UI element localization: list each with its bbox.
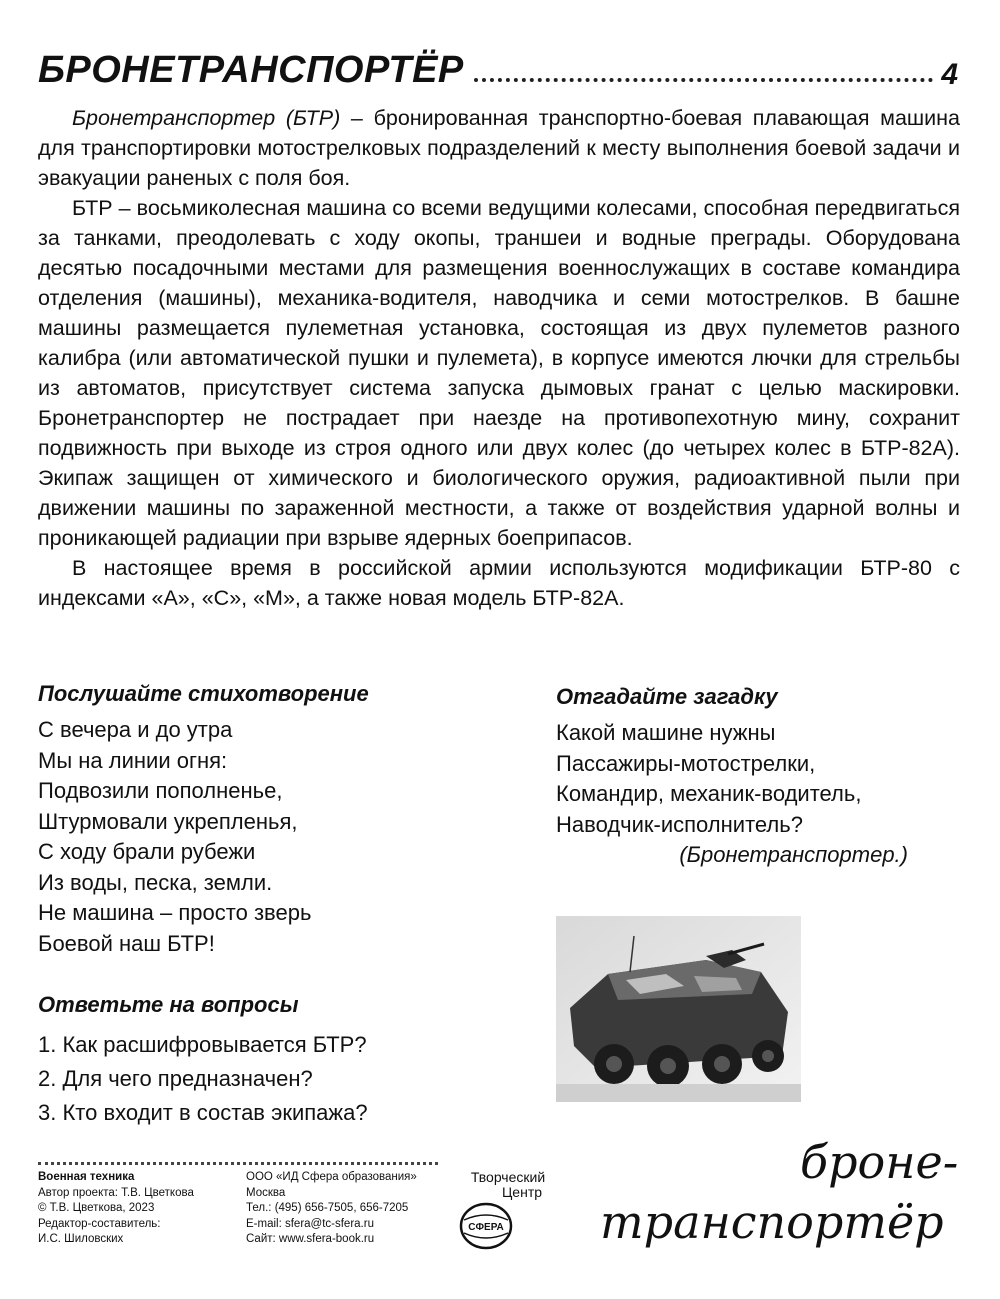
page-title: БРОНЕТРАНСПОРТЁР [38,49,464,91]
poem-section [38,681,498,959]
footer-divider [38,1162,438,1165]
poem-line: С вечера и до утра [38,717,233,742]
publisher-logo [458,1170,558,1260]
term-definition: Бронетранспортер (БТР) [72,106,341,130]
logo-line-2: Центр [501,1184,543,1200]
handwriting-line-2: транспортёр [600,1195,944,1249]
footer-line: И.С. Шиловских [38,1233,124,1245]
questions-list [38,1028,368,1130]
footer-line: Редактор-составитель: [38,1217,161,1230]
riddle-heading: Отгадайте загадку [556,684,778,709]
questions-heading: Ответьте на вопросы [38,992,299,1017]
article-body [38,103,960,613]
footer-credits [38,1170,194,1248]
question-item: 1. Как расшифровывается БТР? [38,1032,367,1057]
poem-line: Мы на линии огня: [38,747,228,773]
armored-vehicle-image [556,916,801,1102]
btr-photo [556,916,801,1102]
footer-publisher [246,1170,417,1248]
footer-line: Москва [246,1186,286,1199]
series-title: Военная техника [38,1171,135,1183]
question-item: 3. Кто входит в состав экипажа? [38,1100,368,1125]
handwriting-line-1: броне- [800,1135,959,1189]
riddle-verse [556,718,976,871]
poem-line: С ходу брали рубежи [38,839,256,864]
footer-line: © Т.В. Цветкова, 2023 [38,1202,155,1214]
poem-line: Не машина – просто зверь [38,900,312,925]
question-item: 2. Для чего предназначен? [38,1066,313,1091]
poem-line: Штурмовали укрепленья, [38,808,298,834]
poem-line: Из воды, песка, земли. [38,869,273,895]
paragraph-2: БТР – восьмиколесная машина со всеми ведущими колесами, способная передвигаться за танками, преодолевать с ходу окопы, траншеи и водные преграды. Оборудована десятью посадочными местами для размещения военнослужащих в составе командира отделения (машины), механика-водителя, наводчика и семи мотострелков. В башне машины размещается пулеметная установка, состоящая из двух пулеметов разного калибра (или автоматической пушки и пулемета), в корпусе имеются лючки для стрельбы из автоматов, присутствует система запуска дымовых гранат с целью маскировки. Бронетранспортер не пострадает при наезде на противопехотную мину, сохранит подвижность при выходе из строя одного или двух колес (до четырех колес в БТР-82А). Экипаж защищен от химического и биологического оружия, радиоактивной пыли при движении машины по зараженной местности, а также от воздействия ударной волны и проникающей радиации при взрыве ядерных боеприпасов. [38,196,960,550]
poem-line: Подвозили пополненье, [38,778,283,803]
dotted-leader [474,78,934,82]
logo-mark-text: СФЕРА [468,1222,504,1233]
paragraph-1 [38,103,960,193]
footer-line: Сайт: www.sfera-book.ru [246,1233,375,1245]
paragraph-3: В настоящее время в российской армии используются модификации БТР-80 с индексами «А», «С», «М», а также новая модель БТР-82А. [38,556,960,610]
riddle-line: Пассажиры-мотострелки, [556,750,816,776]
logo-line-1: Творческий [470,1169,546,1185]
paragraph-1-text: – бронированная транспортно-боевая плавающая машина для транспортировки мотострелковых подразделений к месту выполнения боевой задачи и эвакуации раненых с поля боя. [38,106,960,190]
handwritten-word [590,1130,970,1260]
page-number: 4 [941,58,958,91]
riddle-line: Командир, механик-водитель, [556,781,862,806]
page-header [38,42,958,92]
riddle-line: Наводчик-исполнитель? [556,811,803,837]
poem-heading: Послушайте стихотворение [38,681,369,706]
riddle-line: Какой машине нужны [556,720,776,745]
footer-line: Тел.: (495) 656-7505, 656-7205 [246,1202,409,1214]
footer-line: ООО «ИД Сфера образования» [246,1171,417,1183]
sphere-logo-icon [458,1200,558,1252]
poem-verse [38,715,498,959]
footer-line: Автор проекта: Т.В. Цветкова [38,1186,194,1199]
riddle-answer: (Бронетранспортер.) [679,842,908,867]
poem-line: Боевой наш БТР! [38,930,215,956]
footer-line: E-mail: sfera@tc-sfera.ru [246,1217,374,1230]
riddle-section [556,684,976,871]
